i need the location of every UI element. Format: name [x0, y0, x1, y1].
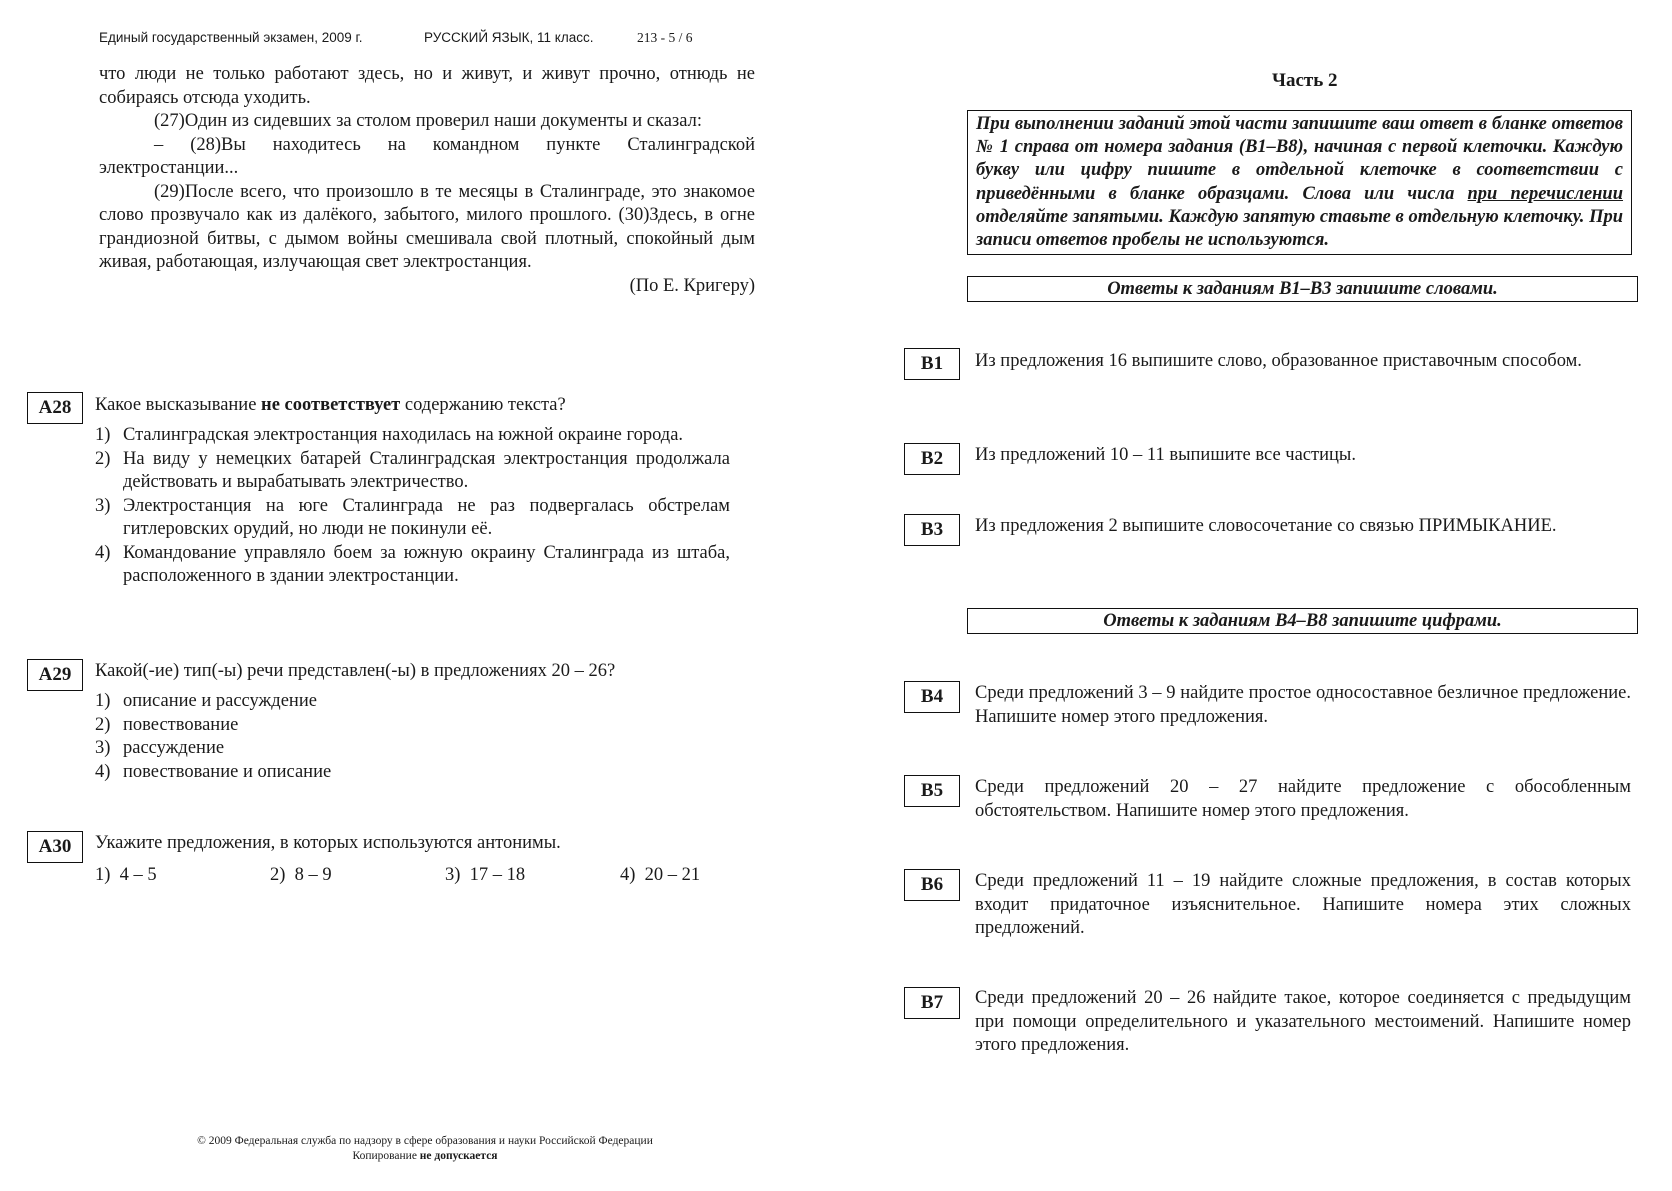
page-code: 213 - 5 / 6 [637, 30, 693, 45]
option-text: 8 – 9 [294, 865, 332, 885]
a30-option-1[interactable] [95, 865, 157, 886]
option-text: 4 – 5 [119, 865, 157, 885]
paragraph-3: – (28)Вы находитесь на командном пункте Сталинградской электростанции... [99, 134, 755, 178]
a28-option-4[interactable] [95, 542, 730, 589]
task-label-b7: B7 [904, 987, 960, 1019]
option-text: Сталинградская электростанция находилась на южной окраине города. [123, 425, 684, 445]
copy-notice-bold: не допускается [419, 1150, 498, 1162]
task-label-a28: A28 [27, 392, 83, 424]
part-2-title: Часть 2 [1272, 70, 1338, 91]
task-label-b6: B6 [904, 869, 960, 901]
copyright-footer [130, 1134, 720, 1164]
option-number: 4) [95, 542, 111, 563]
paragraph-2: (27)Один из сидевших за столом проверил наши документы и сказал: [154, 111, 702, 131]
option-number: 2) [270, 865, 286, 885]
option-number: 1) [95, 865, 111, 885]
option-text: описание и рассуждение [123, 691, 317, 711]
option-number: 2) [95, 448, 111, 469]
a30-question: Укажите предложения, в которых используются антонимы. [95, 833, 561, 853]
option-number: 1) [95, 425, 111, 445]
a28-options [95, 424, 730, 589]
task-label-b1: B1 [904, 348, 960, 380]
a29-option-2[interactable] [95, 714, 730, 738]
b1-text: Из предложения 16 выпишите слово, образованное приставочным способом. [975, 351, 1582, 371]
copy-notice [130, 1149, 720, 1164]
task-label-b2: B2 [904, 443, 960, 475]
b2-text: Из предложений 10 – 11 выпишите все частицы. [975, 445, 1356, 465]
text-source: (По Е. Кригеру) [629, 275, 755, 296]
option-number: 4) [620, 865, 636, 885]
option-text: повествование [123, 714, 239, 735]
option-text: повествование и описание [123, 761, 332, 782]
a29-option-1[interactable] [95, 690, 730, 714]
b6-text: Среди предложений 11 – 19 найдите сложные предложения, в состав которых входит придаточное изъяснительное. Напишите номера этих сложных предложений. [975, 871, 1631, 938]
option-text: Командование управляло боем за южную окраину Сталинграда из штаба, расположенного в здании электростанции. [123, 542, 730, 586]
a28-option-2[interactable] [95, 448, 730, 495]
a28-option-3[interactable] [95, 495, 730, 542]
subject-header: РУССКИЙ ЯЗЫК, 11 класс. [424, 30, 594, 45]
task-label-b4: B4 [904, 681, 960, 713]
task-label-a30: A30 [27, 831, 83, 863]
b3-text: Из предложения 2 выпишите словосочетание со связью ПРИМЫКАНИЕ. [975, 516, 1557, 536]
task-label-b3: B3 [904, 514, 960, 546]
copy-notice-pre: Копирование [352, 1150, 420, 1162]
option-number: 1) [95, 691, 111, 711]
a28-question-pre: Какое высказывание [95, 395, 262, 415]
a28-question-post: содержанию текста? [400, 395, 566, 415]
task-label-b5: B5 [904, 775, 960, 807]
b7-text: Среди предложений 20 – 26 найдите такое, которое соединяется с предыдущим при помощи определительного и указательного местоимений. Напишите номер этого предложения. [975, 988, 1631, 1055]
band-b4-b8: Ответы к заданиям B4–B8 запишите цифрами. [967, 608, 1638, 634]
a30-option-3[interactable] [445, 865, 525, 886]
option-number: 4) [95, 761, 111, 782]
a30-option-4[interactable] [620, 865, 700, 886]
option-number: 3) [95, 738, 111, 758]
a28-option-1[interactable] [95, 424, 730, 448]
option-text: На виду у немецких батарей Сталинградская электростанция продолжала действовать и вырабатывать электричество. [123, 448, 730, 492]
option-text: Электростанция на юге Сталинграда не раз подвергалась обстрелам гитлеровских орудий, но люди не покинули её. [123, 495, 730, 539]
a29-option-3[interactable] [95, 737, 730, 761]
paragraph-1: что люди не только работают здесь, но и живут, и живут прочно, отнюдь не собираясь отсюда уходить. [99, 64, 755, 108]
instructions-underlined: при перечислении [1467, 183, 1624, 204]
paragraph-4: (29)После всего, что произошло в те месяцы в Сталинграде, это знакомое слово прозвучало как из далёкого, забытого, милого прошлого. (30)Здесь, в огне грандиозной битвы, с дымом войны смешивала свой плотный, спокойный дым живая, работающая, излучающая свет электростанция. [99, 181, 755, 272]
a29-question: Какой(-ие) тип(-ы) речи представлен(-ы) в предложениях 20 – 26? [95, 661, 616, 681]
a30-option-2[interactable] [270, 865, 332, 886]
text-continuation [99, 63, 755, 298]
a29-option-4[interactable] [95, 761, 730, 785]
option-text: 20 – 21 [644, 865, 701, 885]
option-number: 3) [95, 495, 111, 516]
option-number: 3) [445, 865, 461, 885]
part-2-instructions [967, 110, 1632, 255]
band-b1-b3: Ответы к заданиям B1–B3 запишите словами. [967, 276, 1638, 302]
copyright-line: © 2009 Федеральная служба по надзору в сфере образования и науки Российской Федерации [197, 1135, 653, 1147]
b5-text: Среди предложений 20 – 27 найдите предложение с обособленным обстоятельством. Напишите номер этого предложения. [975, 777, 1631, 821]
option-text: рассуждение [123, 738, 225, 758]
a28-question-bold: не соответствует [261, 395, 401, 415]
a29-options [95, 690, 730, 784]
option-text: 17 – 18 [469, 865, 526, 885]
instructions-text-b: отделяйте запятыми. Каждую запятую ставьте в отдельную клеточку. При записи ответов пробелы не используются. [976, 206, 1623, 251]
exam-header: Единый государственный экзамен, 2009 г. [99, 30, 363, 45]
option-number: 2) [95, 714, 111, 735]
a28-question [95, 394, 755, 418]
b4-text: Среди предложений 3 – 9 найдите простое односоставное безличное предложение. Напишите номер этого предложения. [975, 683, 1631, 727]
instructions-text-a: При выполнении заданий этой части запишите ваш ответ в бланке ответов № 1 справа от номера задания (B1–B8), начиная с первой клеточки. Каждую букву или цифру пишите в отдельной клеточке в соответствии с приведёнными в бланке образцами. Слова или числа [976, 114, 1623, 204]
task-label-a29: A29 [27, 659, 83, 691]
